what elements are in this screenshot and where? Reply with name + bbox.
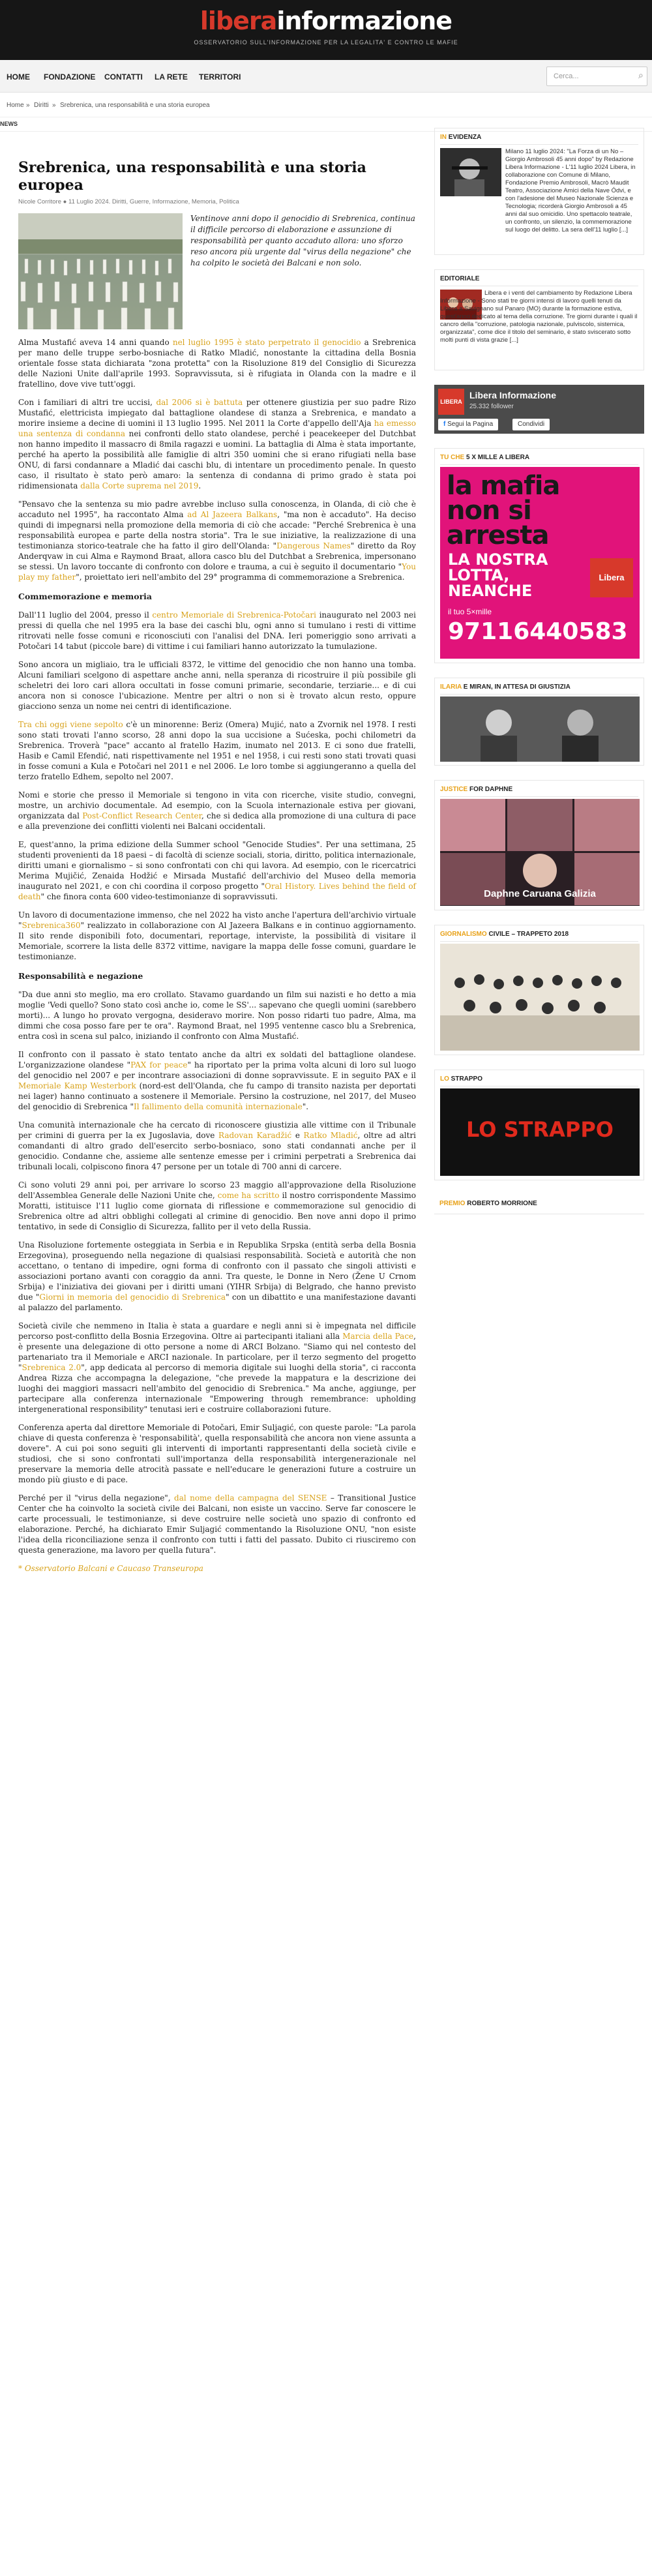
paragraph: "Pensavo che la sentenza su mio padre avrebbe incluso sulla conoscenza, in Olanda, di ciò che è accaduto nel 1995", ha raccontato Alma ad Al Jazeera Balkans, "ma non è accaduto". Ha deciso quindi di impegnarsi nella promozione della memoria di ciò che accade: "Perché Srebrenica è una responsabilità europea e parte della nostra storia". Tra le sue iniziative, la realizzazione di una testimonianza storico-teatrale che ha fatto il giro dell'Olanda: "Dangerous Names" diretto da Roy Anderqvaw in cui Alma e Raymond Braat, allora casco blu del Dutchbat a Srebrenica, impersonano se stessi. Un lavoro toccante di confronto con dolore e trauma, a cui è seguito il documentario "You play my father", proiettato ieri nell'ambito del 29° programma di commemorazione a Srebrenica. — [18, 500, 416, 582]
daphne-name: Daphne Caruana Galizia — [484, 888, 596, 899]
widget-title: JUSTICE FOR DAPHNE — [440, 786, 638, 797]
inline-link[interactable]: come ha scritto — [217, 1191, 280, 1200]
widget-title: TU CHE 5 X MILLE A LIBERA — [440, 454, 638, 465]
inline-link[interactable]: dal nome della campagna del SENSE — [174, 1493, 327, 1503]
paragraph: Con i familiari di altri tre uccisi, dal 2006 si è battuta per ottenere giustizia per suo padre Rizo Mustafić, elettricista impiegato dal battaglione olandese di stanza a Srebrenica, e mandato a morire insieme a decine di uomini il 13 luglio 1995. Nel 2011 la Corte d'appello dell'Aja ha emesso una sentenza di condanna nei confronti dello stato olandese, perché i peacekeeper del Dutchbat non hanno impedito il massacro di 8mila ragazzi e uomini. La battaglia di Alma è stata importante, perché ha aperto la possibilità alle famiglie di altri 350 uomini che si erano rifugiati nella base ONU, di farsi condannare a Mladić dai caschi blu, di intentare un procedimento penale. In questo caso, il risultato è stato però amaro: la sentenza di condanna di primo grado è stata poi ridimensionata dalla Corte suprema nel 2019. — [18, 398, 416, 490]
inline-link[interactable]: ha emesso una sentenza di condanna — [18, 419, 416, 438]
paragraph: Sono ancora un migliaio, tra le ufficiali 8372, le vittime del genocidio che non hanno una tomba. Alcuni familiari scelgono di aspettare anche anni, nella speranza di ricostruire il più possibile gli scheletri dei loro cari allora occultati in fosse comuni primarie, secondarie, terziarie... e di cui ancora non si conosce l'ubicazione. Mentre per altri o non si è trovato alcun resto, oppure giacciono senza un nome nei centri di identificazione. — [18, 660, 416, 711]
sidebar — [434, 128, 644, 1229]
search-icon[interactable]: ⌕ — [638, 70, 644, 80]
paragraph: Un lavoro di documentazione immenso, che nel 2022 ha visto anche l'apertura dell'archivio virtuale "Srebrenica360" realizzato in collaborazione con Al Jazeera Balkans e in continuo aggiornamento. Il sito rende disponibili foto, documentari, reportage, interviste, la possibilità di visitare il Memoriale, scorrere la lista delle 8372 vittime, navigare la mappa delle fosse comuni, guardare le testimonianze. — [18, 910, 416, 961]
widget-evidenza — [434, 128, 644, 255]
memorial-photo — [18, 213, 183, 329]
inline-link[interactable]: Srebrenica 2.0 — [22, 1363, 82, 1372]
paragraph: Una Risoluzione fortemente osteggiata in Serbia e in Republika Srpska (entità serba della Bosnia Erzegovina), proseguendo nella negazione di qualsiasi responsabilità. Società e autorità che non accettano, o tentano di impedire, ogni forma di confronto con il passato che singoli attivisti e associazioni portano avanti con coraggio da anni. Tra queste, le Donne in Nero (Žene U Crnom Srbija) e l'iniziativa dei giovani per i diritti umani (YIHR Srbija) di Belgrado, che hanno previsto due "Giorni in memoria del genocidio di Srebrenica" con un dibattito e una manifestazione davanti al palazzo del parlamento. — [18, 1240, 416, 1312]
widget-strappo — [434, 1070, 644, 1180]
giornalismo-photo[interactable] — [440, 944, 640, 1051]
widget-title: ILARIA E MIRAN, IN ATTESA DI GIUSTIZIA — [440, 683, 638, 695]
widget-ilaria — [434, 678, 644, 766]
fiscal-code: 97116440583 — [448, 618, 628, 645]
inline-link[interactable]: PAX for peace — [130, 1060, 188, 1070]
inline-link[interactable]: Srebrenica360 — [22, 921, 81, 930]
inline-link[interactable]: Giorni in memoria del genocidio di Srebrenica — [39, 1293, 226, 1302]
news-ticker: NEWS — [0, 117, 652, 132]
article-body — [18, 337, 416, 1574]
widget-daphne — [434, 780, 644, 910]
inline-link[interactable]: Ratko Mladić — [303, 1131, 358, 1140]
paragraph: Società civile che nemmeno in Italia è stata a guardare e negli anni si è impegnata nel difficile percorso post-conflitto della Bosnia Erzegovina. Oltre ai partecipanti italiani alla Marcia della Pace, è presente una delegazione di otto persone a nome di ARCI Bolzano. "Siamo qui nel contesto del partenariato tra il Memoriale e ARCI nazionale. In particolare, per il terzo segmento del progetto "Srebrenica 2.0", app dedicata al percorso di memoria digitale sui luoghi della storia", ci racconta Andrea Rizza che accompagna la delegazione, "che prevede la mappatura e la descrizione dei luoghi dei maggiori massacri nell'ambito del genocidio di Srebrenica." Ma anche, aggiunge, per partecipare alla conferenza internazionale "Empowering through remembrance: upholding intergenerational responsibility" tenutasi ieri e costruire collaborazioni future. — [18, 1321, 416, 1414]
inline-link[interactable]: Post-Conflict Research Center — [82, 811, 202, 820]
fb-share-button[interactable]: Condividi — [512, 419, 550, 430]
inline-link[interactable]: Tra chi oggi viene sepolto — [18, 720, 123, 729]
paragraph: Una comunità internazionale che ha cercato di riconoscere giustizia alle vittime con il Tribunale per crimini di guerra per la ex Jugoslavia, dove Radovan Karadžić e Ratko Mladić, oltre ad altri comandanti di altro grado dell'esercito serbo-bosniaco, sono stati condannati anche per il genocidio. Condanne che, assieme alle sentenze emesse per i crimini perpetrati a Srebrenica dai tribunali locali, colpiscono finora 47 persone per un totale di 700 anni di carcere. — [18, 1120, 417, 1171]
paragraph: Dall'11 luglio del 2004, presso il centro Memoriale di Srebrenica-Potočari inaugurato nel 2003 nei pressi di quella che nel 1995 era la base dei caschi blu, ogni anno si tumulano i resti di vittime ritrovati nelle fosse comuni e riconosciuti con l'analisi del DNA. Ieri pomeriggio sono arrivati a Potočari 14 tabut (piccole bare) di vittime i cui familiari hanno autorizzato la tumulazione. — [18, 610, 416, 651]
inline-link[interactable]: Il fallimento della comunità internazionale — [133, 1102, 303, 1111]
nav-contatti[interactable]: CONTATTI — [104, 72, 143, 82]
site-header — [0, 0, 652, 60]
fb-follow-button[interactable]: f Segui la Pagina — [438, 419, 498, 430]
search-input[interactable]: Cerca... ⌕ — [546, 67, 647, 86]
paragraph: Tra chi oggi viene sepolto c'è un minorenne: Beriz (Omera) Mujić, nato a Zvornik nel 1978. I resti sono stati trovati l'anno scorso, 28 anni dopo la sua uccisione a Sućeska, pochi chilometri da Srebrenica. Troverà "pace" accanto al fratello Hazim, inumato nel 2013. E ci sono due fratelli, Hasib e Camil Efendić, nati rispettivamente nel 1951 e nel 1958, i cui resti sono stati trovati quasi in fosse comuni a Kula e Potočari nel 2011 e nel 2006. Le loro tombe si aggiungeranno a quella del terzo fratello Edhem, sepolto nel 2007. — [18, 720, 416, 781]
article-lead: Ventinove anni dopo il genocidio di Srebrenica, continua il difficile percorso di elaborazione e assunzione di responsabilità per quanto accaduto allora: uno sforzo reso ancora più urgente dal "virus della negazione" che ha colpito le società dei Balcani e non solo. — [190, 214, 415, 267]
paragraph: Perché per il "virus della negazione", dal nome della campagna del SENSE – Transitional Justice Center che ha coinvolto la società civile dei Balcani, non esiste un vaccino. Serve far conoscere le carte processuali, le testimonianze, si deve costruire nelle società uno spazio di confronto ed elaborazione. Perché, ha dichiarato Emir Suljagić commentando la Risoluzione ONU, "non esiste l'idea della riconciliazione senza il confronto con tutti i fatti del passato. Dubito ci riusciremo con questa generazione, ma lavoro per quella futura". — [18, 1493, 417, 1555]
5x1000-banner[interactable]: la mafia non si arresta LA NOSTRA LOTTA, NEANCHE Libera il tuo 5×mille 97116440583 — [440, 467, 640, 659]
widget-giornalismo — [434, 925, 644, 1055]
fb-follower-count: 25.332 follower — [469, 403, 514, 410]
widget-title: GIORNALISMO CIVILE – TRAPPETO 2018 — [440, 931, 638, 942]
paragraph: Conferenza aperta dal direttore Memoriale di Potočari, Emir Suljagić, con queste parole: "La parola chiave di questa conferenza è 'responsabilità', quella responsabilità che ancora non viene assunta a dovere". A cui poi sono seguiti gli interventi di importanti rappresentanti della società civile e studiosi, che si sono confrontati sull'importanza della responsabilità intergenerazionale nel preservare la memoria delle atrocità passate e nell'educare le generazioni future a costruire un mondo più giusto e di pace. — [18, 1423, 416, 1484]
inline-link[interactable]: centro Memoriale di Srebrenica-Potočari — [152, 610, 316, 620]
section-heading: Responsabilità e negazione — [18, 971, 143, 981]
widget-premio — [434, 1195, 644, 1214]
article-source — [18, 1563, 416, 1574]
nav-fondazione[interactable]: FONDAZIONE — [44, 72, 96, 82]
inline-link[interactable]: nel luglio 1995 è stato perpetrato il genocidio — [172, 338, 361, 347]
ilaria-miran-photo[interactable] — [440, 696, 640, 762]
source-link[interactable]: Osservatorio Balcani e Caucaso Transeuropa — [24, 1564, 203, 1573]
inline-link[interactable]: Oral History. Lives behind the field of death — [18, 882, 416, 901]
inline-link[interactable]: dalla Corte suprema nel 2019 — [80, 481, 199, 490]
breadcrumb-home[interactable]: Home — [7, 102, 24, 109]
widget-title: IN EVIDENZA — [440, 134, 638, 145]
daphne-banner[interactable] — [440, 799, 640, 906]
source-icon: * — [18, 1564, 25, 1573]
fb-logo: LIBERA — [438, 389, 464, 415]
inline-link[interactable]: ad Al Jazeera Balkans — [187, 510, 278, 519]
nav-territori[interactable]: TERRITORI — [199, 72, 241, 82]
facebook-widget[interactable] — [434, 385, 644, 434]
editoriale-text[interactable]: Libera e i venti del cambiamento by Redazione Libera Informazione - Sono stati tre giorni intensi di lavoro quelli tenuti da Libera a Savignano sul Panaro (MO) durante la formazione estiva, quest'anno dedicato al tema della corruzione. Tre giorni durante i quali il cancro della "corruzione, patologia nazionale, pulviscolo, sistemica, organizzata", come dice il titolo del seminario, è stato sviscerato sotto molti punti di vista grazie [...] — [440, 290, 638, 344]
article — [18, 159, 416, 1574]
widget-5x1000 — [434, 448, 644, 663]
paragraph: E, quest'anno, la prima edizione della Summer school "Genocide Studies". Per una settimana, 25 studenti provenienti da 18 paesi – di facoltà di scienze sociali, storia, diritto, politica internazionale, diritti umani e giornalismo – si sono confrontati con chi qui lavora. Ad esempio, con le ricercatrici Merima Mujičić, Zenaida Hodžić e Mirsada Mustafić dell'archivio del Museo della memoria inaugurato nel 2021, e con chi coordina il corposo progetto "Oral History. Lives behind the field of death" che finora conta 600 video-testimonianze di sopravvissuti. — [18, 840, 416, 901]
main-nav — [0, 60, 652, 93]
paragraph: Il confronto con il passato è stato tentato anche da altri ex soldati del battaglione olandese. L'organizzazione olandese "PAX for peace" ha riportato per la prima volta alcuni di loro sul luogo del genocidio nel 2007 e per incontrare associazioni di donne sopravvissute. E in seguito PAX e il Memoriale Kamp Westerbork (nord-est dell'Olanda, che fu campo di transito nazista per deportati nei lager) hanno continuato a sostenere il Memoriale. Persino la costruzione, nel 2017, del Museo del genocidio di Srebrenica "Il fallimento della comunità internazionale". — [18, 1050, 416, 1111]
breadcrumb: Home » Diritti » Srebrenica, una responsabilità e una storia europea — [0, 93, 652, 117]
widget-editoriale — [434, 269, 644, 370]
nav-home[interactable]: HOME — [7, 72, 30, 82]
fb-page-name[interactable]: Libera Informazione — [469, 390, 557, 400]
inline-link[interactable]: dal 2006 si è battuta — [156, 398, 243, 407]
evidenza-thumbnail[interactable] — [440, 148, 501, 196]
inline-link[interactable]: Dangerous Names — [276, 541, 351, 550]
evidenza-text[interactable]: Milano 11 luglio 2024: "La Forza di un No – Giorgio Ambrosoli 45 anni dopo" by Redazione Libera Informazione - L'11 luglio 2024 Libera, in collaborazione con Comune di Milano, Fondazione Premio Ambrosoli, Macrò Maudit Teatro, Associazione Amici della Nave Ódvi, e con l'adesione del Museo Nazionale Scienza e Tecnologia; ricorderà Giorgio Ambrosoli a 45 anni dal suo omicidio. Uno spettacolo teatrale, un confronto, un silenzio, la commemorazione sul luogo del delitto. La sera dell'11 luglio [...] — [505, 148, 636, 233]
widget-title: LO STRAPPO — [440, 1075, 638, 1086]
widget-title: EDITORIALE — [440, 275, 638, 286]
breadcrumb-category[interactable]: Diritti — [34, 102, 49, 109]
article-meta: Nicole Corritore ● 11 Luglio 2024. Diritti, Guerre, Informazione, Memoria, Politica — [18, 198, 239, 205]
breadcrumb-current: Srebrenica, una responsabilità e una storia europea — [60, 102, 210, 109]
inline-link[interactable]: You play my father — [18, 562, 416, 582]
inline-link[interactable]: Memoriale Kamp Westerbork — [18, 1081, 136, 1090]
strappo-banner[interactable]: LO STRAPPO — [440, 1088, 640, 1176]
paragraph: Alma Mustafić aveva 14 anni quando nel luglio 1995 è stato perpetrato il genocidio a Srebrenica per mano delle truppe serbo-bosniache di Ratko Mladić, nonostante la cittadina della Bosnia orientale fosse stata dichiarata "zona protetta" con la Risoluzione 819 del Consiglio di Sicurezza delle Nazioni Unite dall'aprile 1993. Sopravvissuta, si è rifugiata in Olanda con la madre e il fratellino, dove vive tutt'oggi. — [18, 338, 417, 389]
site-tagline: OSSERVATORIO SULL'INFORMAZIONE PER LA LEGALITA' E CONTRO LE MAFIE — [194, 39, 458, 46]
paragraph: Ci sono voluti 29 anni poi, per arrivare lo scorso 23 maggio all'approvazione della Risoluzione dell'Assemblea Generale delle Nazioni Unite che, come ha scritto il nostro corrispondente Massimo Moratti, istituisce l'11 luglio come giornata di riflessione e commemorazione sul genocidio di Srebrenica oltre ad altri obblighi collegati al crimine di genocidio. Ben nove anni dopo il primo tentativo, in sede di Consiglio di Sicurezza, fallito per il veto della Russia. — [18, 1180, 416, 1231]
section-heading: Commemorazione e memoria — [18, 592, 152, 601]
paragraph: Nomi e storie che presso il Memoriale si tengono in vita con ricerche, visite studio, convegni, mostre, un archivio documentale. Ad esempio, con la Scuola internazionale estiva per giovani, organizzata dal Post-Conflict Research Center, che si dedica alla promozione di una cultura di pace e alla prevenzione dei conflitti violenti nei Balcani occidentali. — [18, 790, 416, 831]
nav-la-rete[interactable]: LA RETE — [155, 72, 188, 82]
site-logo[interactable]: liberainformazione — [200, 7, 452, 35]
article-title: Srebrenica, una responsabilità e una storia europea — [18, 159, 366, 194]
widget-title: PREMIO ROBERTO MORRIONE — [439, 1200, 537, 1207]
paragraph: "Da due anni sto meglio, ma ero crollato. Stavamo guardando un film sui nazisti e ho detto a mia moglie 'Vedi quello? Sono stato così anche io, come le SS'... sapevano che quegli uomini (sarebbero morti)... A lungo ho provato vergogna, desideravo morire. Non posso ridarti tuo padre, Alma, ma dimmi che cosa posso fare per te ora". Raymond Braat, nel 1995 ventenne casco blu a Srebrenica, entra così in scena sul palco, iniziando il confronto con Alma Mustafić. — [18, 990, 416, 1041]
libera-logo: Libera — [590, 558, 633, 597]
inline-link[interactable]: Marcia della Pace — [342, 1332, 414, 1341]
inline-link[interactable]: Radovan Karadžić — [218, 1131, 292, 1140]
facebook-icon: f — [443, 421, 448, 428]
